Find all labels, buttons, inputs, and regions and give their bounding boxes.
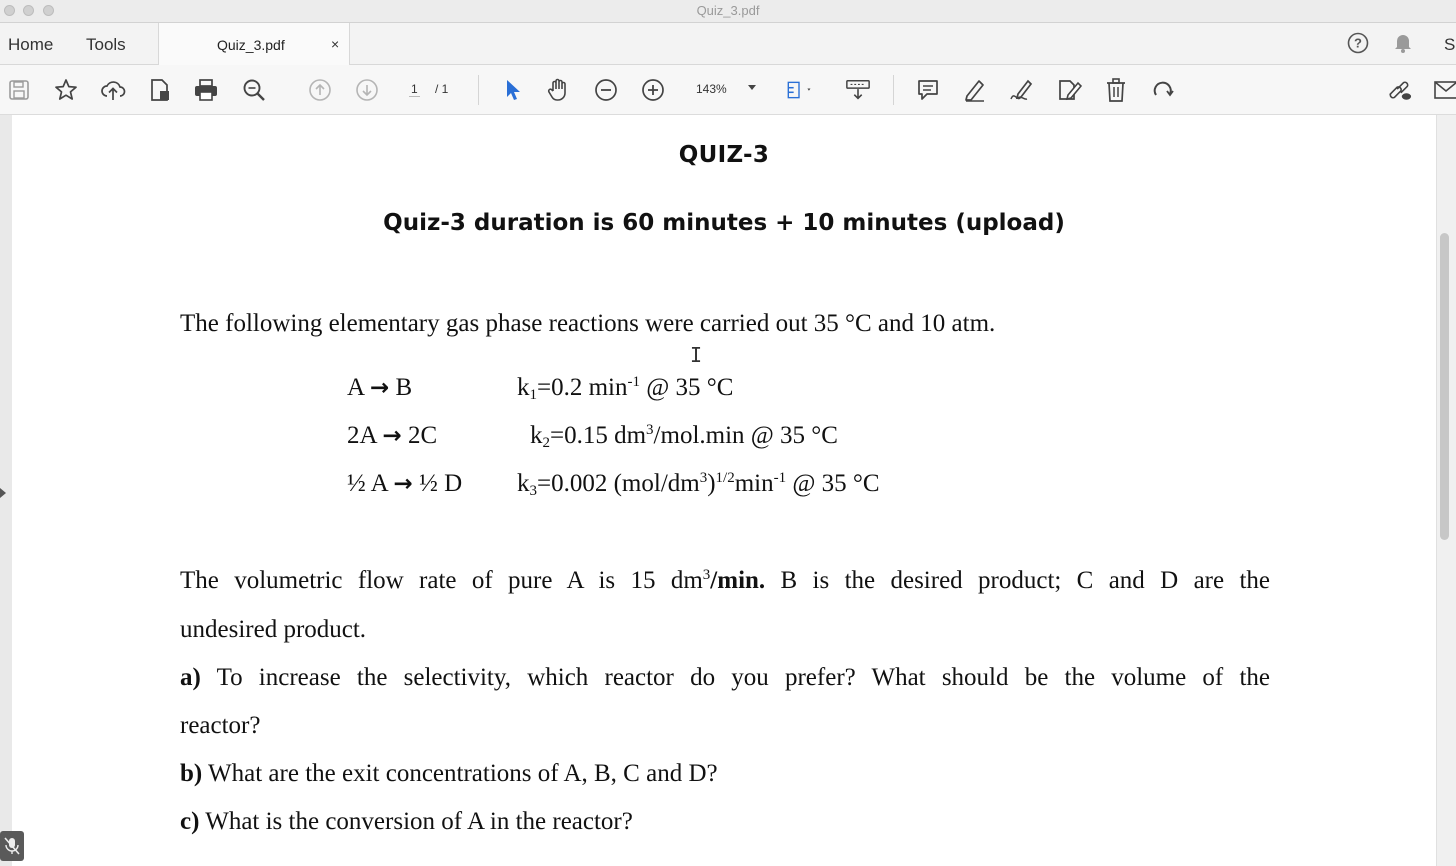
tab-close-icon[interactable]: × bbox=[331, 36, 340, 52]
question-a: a) To increase the selectivity, which reactor do you prefer? What should be the volume of the bbox=[180, 664, 1270, 691]
rate-constant: $k_1=0.2$ $\min^{-1}$ @ 35 °C bbox=[517, 374, 734, 403]
page-number-input[interactable]: 1 bbox=[411, 82, 418, 96]
delete-trash-icon[interactable] bbox=[1103, 77, 1129, 103]
menu-tools[interactable]: Tools bbox=[86, 35, 126, 54]
zoom-dropdown-icon[interactable] bbox=[748, 85, 756, 90]
flow-rate-paragraph-line: The volumetric flow rate of pure A is 15 $dm^3/\min$. B is the desired product; C and D are the bbox=[180, 567, 1270, 594]
rate-constant: $k_2=0.15$ $dm^3/mol.\min$ @ 35 °C bbox=[530, 422, 838, 451]
question-b: b) What are the exit concentrations of A, B, C and D? bbox=[180, 760, 718, 787]
right-arrow-icon: → bbox=[369, 375, 390, 401]
muted-microphone-icon[interactable] bbox=[0, 831, 24, 861]
question-c: c) What is the conversion of A in the reactor? bbox=[180, 808, 633, 835]
comment-icon[interactable] bbox=[915, 77, 941, 103]
share-link-icon[interactable] bbox=[1386, 77, 1412, 103]
reaction-equation: ½ A → ½ D bbox=[347, 470, 463, 497]
edit-pdf-icon[interactable] bbox=[1056, 77, 1082, 103]
select-cursor-icon[interactable] bbox=[499, 77, 525, 103]
notification-bell-icon[interactable] bbox=[1393, 32, 1413, 59]
highlight-pen-icon[interactable] bbox=[962, 77, 988, 103]
save-icon[interactable] bbox=[6, 77, 32, 103]
question-a-continued: reactor? bbox=[180, 712, 261, 739]
email-icon[interactable] bbox=[1432, 77, 1456, 103]
print-icon[interactable] bbox=[193, 77, 219, 103]
left-panel-toggle-icon[interactable] bbox=[0, 488, 6, 498]
text-cursor-icon: I bbox=[690, 343, 703, 367]
create-pdf-icon[interactable] bbox=[147, 77, 173, 103]
zoom-level-select[interactable]: 143% bbox=[696, 82, 727, 96]
svg-text:?: ? bbox=[1354, 35, 1362, 51]
zoom-in-icon[interactable] bbox=[640, 77, 666, 103]
page-total: / 1 bbox=[435, 82, 449, 96]
intro-paragraph: The following elementary gas phase reactions were carried out 35 °C and 10 atm. bbox=[180, 310, 996, 337]
help-icon[interactable] bbox=[1347, 32, 1369, 59]
hand-tool-icon[interactable] bbox=[546, 77, 572, 103]
scrollbar-thumb[interactable] bbox=[1440, 233, 1449, 540]
flow-rate-paragraph-line: undesired product. bbox=[180, 616, 367, 643]
document-title: QUIZ-3 bbox=[678, 142, 770, 168]
document-tab[interactable] bbox=[158, 23, 350, 65]
window-titlebar bbox=[0, 0, 1456, 23]
right-arrow-icon: → bbox=[393, 471, 413, 497]
cloud-upload-icon[interactable] bbox=[100, 77, 126, 103]
reaction-equation: 2A → 2C bbox=[347, 422, 438, 449]
reaction-equation: A → B bbox=[347, 374, 413, 401]
toolbar bbox=[0, 65, 1456, 115]
window-title: Quiz_3.pdf bbox=[696, 3, 760, 18]
toolbar-divider bbox=[893, 75, 894, 105]
rotate-icon[interactable] bbox=[1150, 77, 1176, 103]
pdf-page[interactable] bbox=[12, 115, 1436, 866]
bookmark-star-icon[interactable] bbox=[53, 77, 79, 103]
zoom-search-icon[interactable] bbox=[241, 77, 267, 103]
toolbar-divider bbox=[478, 75, 479, 105]
previous-page-icon[interactable] bbox=[307, 77, 333, 103]
document-subtitle: Quiz-3 duration is 60 minutes + 10 minutes (upload) bbox=[383, 210, 1065, 236]
sign-in-link[interactable]: S bbox=[1444, 35, 1456, 54]
right-arrow-icon: → bbox=[382, 423, 402, 449]
next-page-icon[interactable] bbox=[354, 77, 380, 103]
draw-signature-icon[interactable] bbox=[1009, 77, 1035, 103]
rate-constant: $k_3=0.002$ $(mol/dm^3)^{1/2}\min^{-1}$ @ 35 °C bbox=[517, 470, 880, 499]
fit-page-icon[interactable] bbox=[786, 77, 812, 103]
menubar bbox=[0, 23, 1456, 65]
menu-home[interactable]: Home bbox=[8, 35, 54, 54]
keyboard-scroll-icon[interactable] bbox=[845, 77, 871, 103]
document-tab-label: Quiz_3.pdf bbox=[217, 37, 285, 53]
zoom-out-icon[interactable] bbox=[593, 77, 619, 103]
